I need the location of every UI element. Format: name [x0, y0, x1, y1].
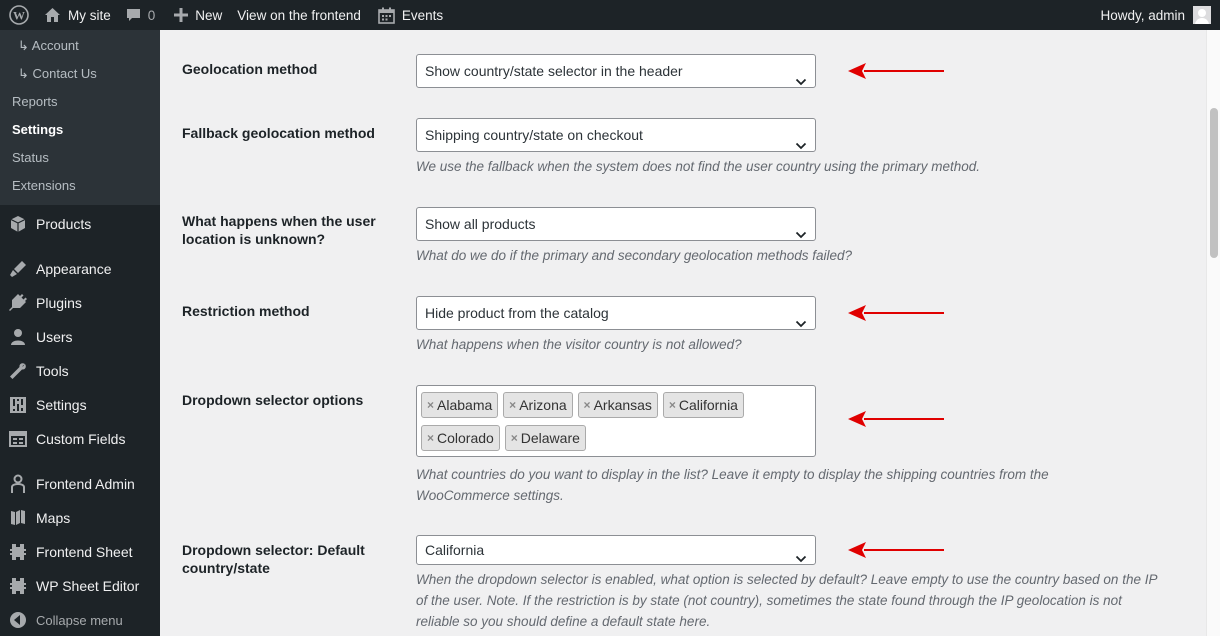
tag-remove-button[interactable]: ×	[583, 398, 591, 412]
view-frontend-label: View on the frontend	[237, 7, 361, 23]
dropdown-options-label: Dropdown selector options	[182, 392, 364, 408]
submenu-item-contact-us[interactable]: ↳ Contact Us	[18, 66, 97, 81]
submenu-item-account[interactable]: ↳ Account	[18, 38, 79, 53]
restriction-method-label: Restriction method	[182, 303, 310, 319]
wordpress-logo-button[interactable]	[0, 0, 36, 30]
unknown-location-label: What happens when the user location is unknown?	[182, 213, 376, 247]
dropdown-options-multiselect[interactable]	[416, 385, 816, 457]
comments-link[interactable]	[118, 0, 163, 30]
tag-remove-button[interactable]: ×	[427, 398, 435, 412]
calendar-icon	[378, 7, 395, 24]
submenu-item-settings[interactable]: Settings	[12, 122, 64, 137]
selected-tag	[578, 392, 658, 418]
sidebar-item-maps[interactable]	[0, 501, 160, 535]
admin-sidebar	[0, 30, 160, 636]
sidebar-item-label: Tools	[36, 363, 69, 379]
selected-tag	[421, 392, 498, 418]
plugins-icon	[8, 293, 28, 313]
unknown-location-select[interactable]	[416, 207, 816, 241]
sidebar-item-label: Plugins	[36, 295, 82, 311]
sidebar-item-label: Appearance	[36, 261, 112, 277]
default-country-label: Dropdown selector: Default country/state	[182, 542, 365, 576]
selected-tag	[663, 392, 744, 418]
tag-label: California	[678, 397, 738, 413]
tag-remove-button[interactable]: ×	[668, 398, 676, 412]
wp-sheet-editor-icon	[8, 576, 28, 596]
sidebar-item-label: WP Sheet Editor	[36, 578, 140, 594]
events-label: Events	[401, 7, 444, 23]
selected-tag	[505, 425, 586, 451]
selected-tag	[421, 425, 500, 451]
sidebar-item-label: Frontend Admin	[36, 476, 135, 492]
comment-icon	[126, 8, 141, 23]
my-account-link[interactable]	[1100, 6, 1220, 24]
sidebar-item-appearance[interactable]	[0, 252, 160, 286]
comments-count: 0	[147, 7, 156, 23]
collapse-menu-button[interactable]	[0, 603, 160, 636]
geolocation-method-label: Geolocation method	[182, 61, 318, 77]
sidebar-item-products[interactable]	[0, 207, 160, 241]
sidebar-item-wp-sheet-editor[interactable]	[0, 569, 160, 603]
default-country-select[interactable]	[416, 535, 816, 565]
view-frontend-link[interactable]	[229, 0, 368, 30]
geolocation-method-select[interactable]	[416, 54, 816, 88]
greeting: Howdy, admin	[1100, 7, 1185, 23]
annotation-arrow	[848, 61, 944, 81]
restriction-method-value: Hide product from the catalog	[425, 305, 609, 321]
selected-tag	[503, 392, 572, 418]
sidebar-item-label: Frontend Sheet	[36, 544, 133, 560]
submenu-item-status[interactable]: Status	[12, 150, 49, 165]
sidebar-item-label: Users	[36, 329, 73, 345]
tag-label: Arizona	[519, 397, 567, 413]
default-country-value: California	[425, 542, 485, 558]
sidebar-item-tools[interactable]	[0, 354, 160, 388]
sidebar-item-custom-fields[interactable]	[0, 422, 160, 456]
sidebar-item-plugins[interactable]	[0, 286, 160, 320]
frontend-sheet-icon	[8, 542, 28, 562]
woocommerce-submenu	[0, 30, 160, 205]
sidebar-item-label: Products	[36, 216, 92, 232]
events-link[interactable]	[368, 0, 450, 30]
sidebar-item-label: Maps	[36, 510, 71, 526]
tag-remove-button[interactable]: ×	[510, 431, 518, 445]
scrollbar-thumb[interactable]	[1210, 108, 1218, 258]
page-scrollbar[interactable]	[1206, 30, 1220, 636]
sidebar-item-label: Settings	[36, 397, 87, 413]
users-icon	[8, 327, 28, 347]
fallback-geolocation-label: Fallback geolocation method	[182, 125, 375, 141]
chevron-down-icon	[795, 66, 807, 98]
sidebar-item-label: Custom Fields	[36, 431, 126, 447]
annotation-arrow	[848, 409, 944, 429]
tools-icon	[8, 361, 28, 381]
frontend-admin-icon	[8, 474, 28, 494]
settings-icon	[8, 395, 28, 415]
avatar	[1193, 6, 1211, 24]
tag-label: Alabama	[437, 397, 493, 413]
unknown-location-description: What do we do if the primary and secondary geolocation methods failed?	[416, 248, 853, 263]
annotation-arrow	[848, 303, 944, 323]
sidebar-item-settings[interactable]	[0, 388, 160, 422]
tag-label: Delaware	[520, 430, 580, 446]
plus-icon	[174, 8, 188, 22]
unknown-location-value: Show all products	[425, 216, 536, 232]
submenu-item-extensions[interactable]: Extensions	[12, 178, 76, 193]
restriction-method-description: What happens when the visitor country is not allowed?	[416, 337, 742, 352]
dropdown-options-description: What countries do you want to display in the list? Leave it empty to display the shipping countries from the WooCommerce settings.	[416, 467, 1049, 503]
tag-label: Colorado	[437, 430, 494, 446]
tag-remove-button[interactable]: ×	[509, 398, 517, 412]
annotation-arrow	[848, 540, 944, 560]
submenu-item-reports[interactable]: Reports	[12, 94, 58, 109]
settings-form	[160, 30, 1206, 636]
new-content-link[interactable]	[162, 0, 229, 30]
admin-bar	[0, 0, 1220, 30]
custom-fields-icon	[8, 429, 28, 449]
wordpress-logo-icon	[9, 5, 29, 25]
default-country-description: When the dropdown selector is enabled, what option is selected by default? Leave empty to use the country based on the IP of the user. Note. If the restriction is by state (not country), sometimes the state found through the IP geolocation is not reliable so you should define a default state here.	[416, 572, 1157, 629]
restriction-method-select[interactable]	[416, 296, 816, 330]
collapse-menu-label: Collapse menu	[36, 612, 123, 628]
maps-icon	[8, 508, 28, 528]
tag-remove-button[interactable]: ×	[427, 431, 435, 445]
fallback-geolocation-value: Shipping country/state on checkout	[425, 127, 643, 143]
site-name: My site	[68, 7, 111, 23]
geolocation-method-value: Show country/state selector in the header	[425, 63, 683, 79]
appearance-icon	[8, 259, 28, 279]
site-name-link[interactable]	[36, 0, 118, 30]
sidebar-item-frontend-sheet[interactable]	[0, 535, 160, 569]
products-icon	[8, 214, 28, 234]
sidebar-item-frontend-admin[interactable]	[0, 467, 160, 501]
fallback-geolocation-select[interactable]	[416, 118, 816, 152]
sidebar-item-users[interactable]	[0, 320, 160, 354]
collapse-icon	[8, 610, 28, 630]
svg-text:W: W	[13, 8, 25, 23]
new-label: New	[195, 7, 223, 23]
fallback-geolocation-description: We use the fallback when the system does not find the user country using the primary method.	[416, 159, 981, 174]
tag-label: Arkansas	[593, 397, 652, 413]
home-icon	[44, 7, 61, 23]
